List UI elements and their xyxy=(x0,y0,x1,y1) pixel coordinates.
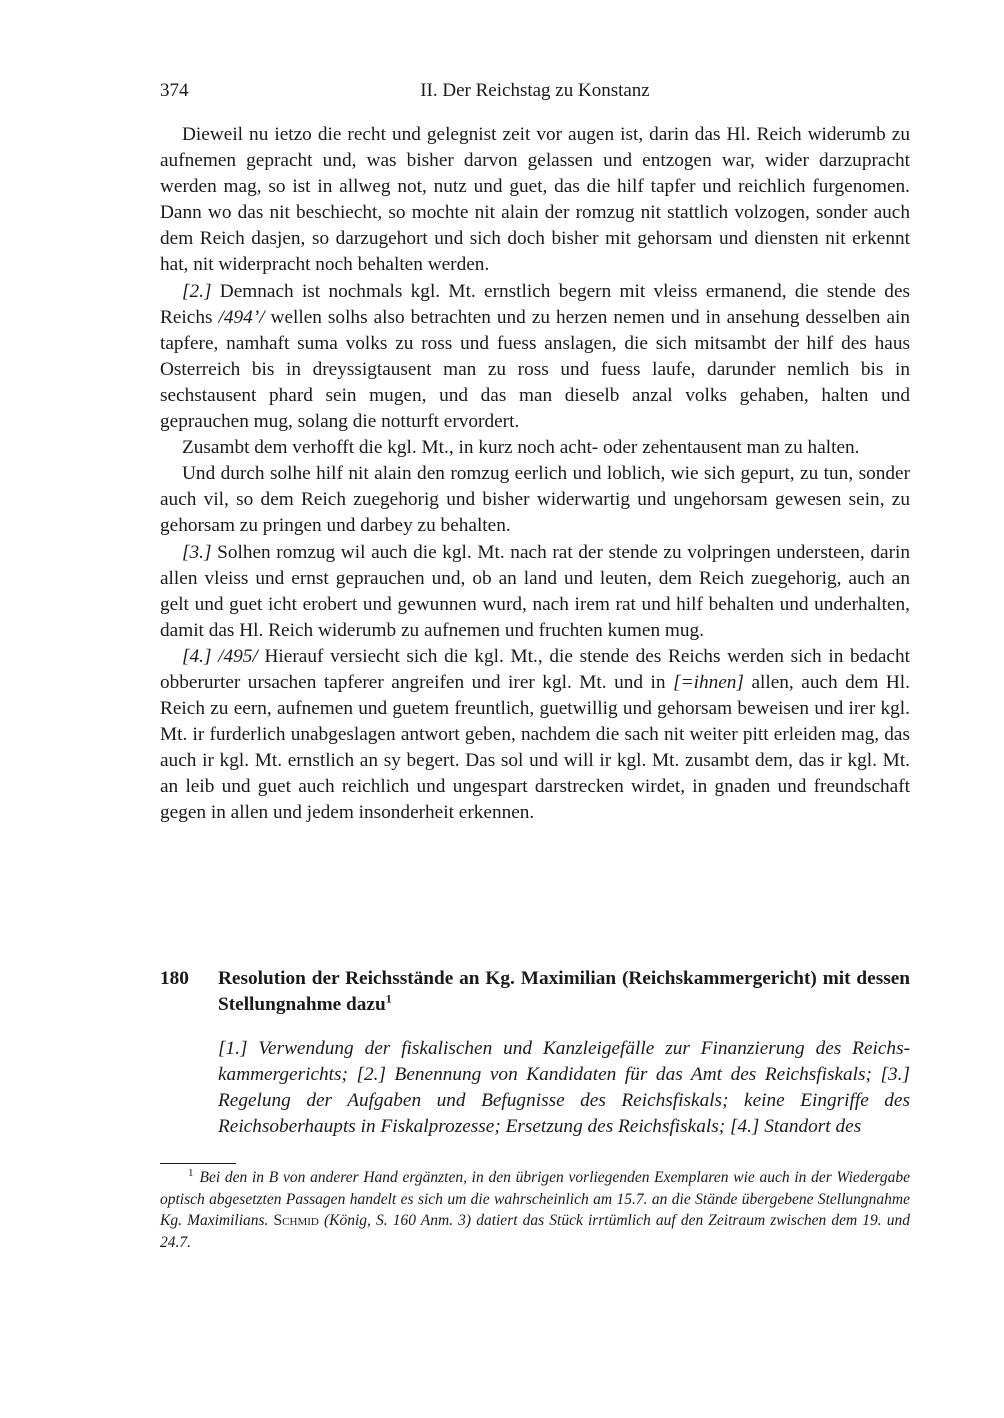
document-number: 180 xyxy=(160,968,189,989)
footnote-text-a: Bei den in B von anderer Hand ergänzten, in den übrigen vorliegenden Exemplaren wie auch in der Wiedergabe optisch abgesetzten Passagen handelt es sich um die wahrscheinlich am 15.7. an die Stände übergebene Stellungnahme Kg. Maximilians. xyxy=(160,1169,910,1229)
document-summary: [1.] Verwendung der fiskalischen und Kanzleigefälle zur Finanzierung des Reichskammergerichts; [2.] Benennung von Kandidaten für das Amt des Reichsfiskals; [3.] Regelung der Aufgaben und Befugnisse des Reichsfiskals; keine Eingriffe des Reichsoberhaupts in Fiskalprozesse; Ersetzung des Reichsfiskals; [4.] Standort des xyxy=(218,1038,910,1137)
paragraph-1 xyxy=(160,122,910,279)
editorial-note: [=ihnen] xyxy=(673,671,744,693)
paragraph-3 xyxy=(160,435,910,461)
paragraph-6 xyxy=(160,644,910,827)
paragraph-1-text: Dieweil nu ietzo die recht und gelegnist zeit vor augen ist, darin das Hl. Reich widerumb zu aufnemen gepracht und, was bisher darvon gelassen und entzogen war, wider darzupracht werden mag, so ist in allweg not, nutz und guet, das die hilf tapfer und reichlich furgenomen. Dann wo das nit beschiecht, so mochte nit alain der romzug nit stattlich volzogen, sonder auch dem Reich dasjen, so darzugehort und sich doch bisher mit gehorsam und diensten nit erkennt hat, nit widerpracht noch behalten werden. xyxy=(160,124,910,276)
page-number: 374 xyxy=(160,80,189,101)
paragraph-2 xyxy=(160,279,910,436)
footnote-1 xyxy=(160,1167,910,1253)
section-number-3: [3.] xyxy=(182,541,212,563)
document-title-text: Resolution der Reichsstände an Kg. Maximilian (Reichskammergericht) mit dessen Stellungnahme dazu xyxy=(218,968,910,1015)
footnote-divider xyxy=(160,1163,236,1164)
footnote-mark: 1 xyxy=(188,1166,194,1179)
section-number-2: [2.] xyxy=(182,280,212,302)
running-head: II. Der Reichstag zu Konstanz xyxy=(420,80,650,101)
paragraph-4 xyxy=(160,461,910,539)
paragraph-5 xyxy=(160,540,910,644)
document-heading xyxy=(160,966,910,1018)
footnote-reference[interactable]: 1 xyxy=(385,991,392,1006)
paragraph-2-text-a: Demnach ist nochmals kgl. Mt. ernstlich begern mit vleiss ermanend, die stende des Reichs xyxy=(160,280,910,328)
section-number-4: [4.] /495/ xyxy=(182,645,258,667)
paragraph-6-text-a: Hierauf versiecht sich die kgl. Mt., die stende des Reichs werden sich in bedacht obberurter ursachen tapferer angreifen und irer kgl. Mt. und in xyxy=(160,645,910,693)
footnote-text-b: (König, S. 160 Anm. 3) datiert das Stück irrtümlich auf den Zeitraum zwischen dem 19. und 24.7. xyxy=(160,1212,910,1251)
footnote-author: Schmid xyxy=(273,1212,319,1229)
body-text xyxy=(160,122,910,827)
document-title xyxy=(218,966,910,1018)
paragraph-4-text: Und durch solhe hilf nit alain den romzug eerlich und loblich, wie sich gepurt, zu tun, sonder auch vil, so dem Reich zuegehorig und bisher widerwartig und ungehorsam gewesen sein, zu gehorsam zu pringen und darbey zu behalten. xyxy=(160,463,910,537)
page-header xyxy=(160,80,910,108)
paragraph-5-text: Solhen romzug wil auch die kgl. Mt. nach rat der stende zu volpringen understeen, darin allen vleiss und ernst geprauchen und, ob an land und leuten, dem Reich zuegehorig, auch an gelt und guet icht erobert und gewunnen wurd, nach irem rat und hilf behalten und underhalten, damit das Hl. Reich widerumb zu aufnemen und fruchten kumen mug. xyxy=(160,541,910,641)
paragraph-3-text: Zusambt dem verhofft die kgl. Mt., in kurz noch acht- oder zehentausent man zu halten. xyxy=(182,437,860,459)
paragraph-2-text-b: wellen solhs also betrachten und zu herzen nemen und in ansehung desselben ain tapfere, namhaft suma volks zu ross und fuess anslagen, die sich mitsambt der hilf des haus Osterreich bis in dreyssigtausent man zu ross und fuess laufe, darunder nemlich bis in sechstausent phard sein mugen, und das man dieselb anzal volks gehaben, halten und geprauchen mug, solang die notturft ervordert. xyxy=(160,306,910,433)
paragraph-6-text-b: allen, auch dem Hl. Reich zu eern, aufnemen und guetem freuntlich, guetwillig und gehorsam beweisen und irer kgl. Mt. ir furderlich unabgeslagen antwort geben, nachdem die sach nit weiter pitt erleiden mag, das auch ir kgl. Mt. ernstlich an sy begert. Das sol und will ir kgl. Mt. zusambt dem, das ir kgl. Mt. an leib und guet auch reichlich und ungespart darstrecken wirdet, in gnaden und freundschaft gegen in allen und jedem insonderheit erkennen. xyxy=(160,671,910,824)
folio-marker-494: /494’/ xyxy=(218,306,265,328)
